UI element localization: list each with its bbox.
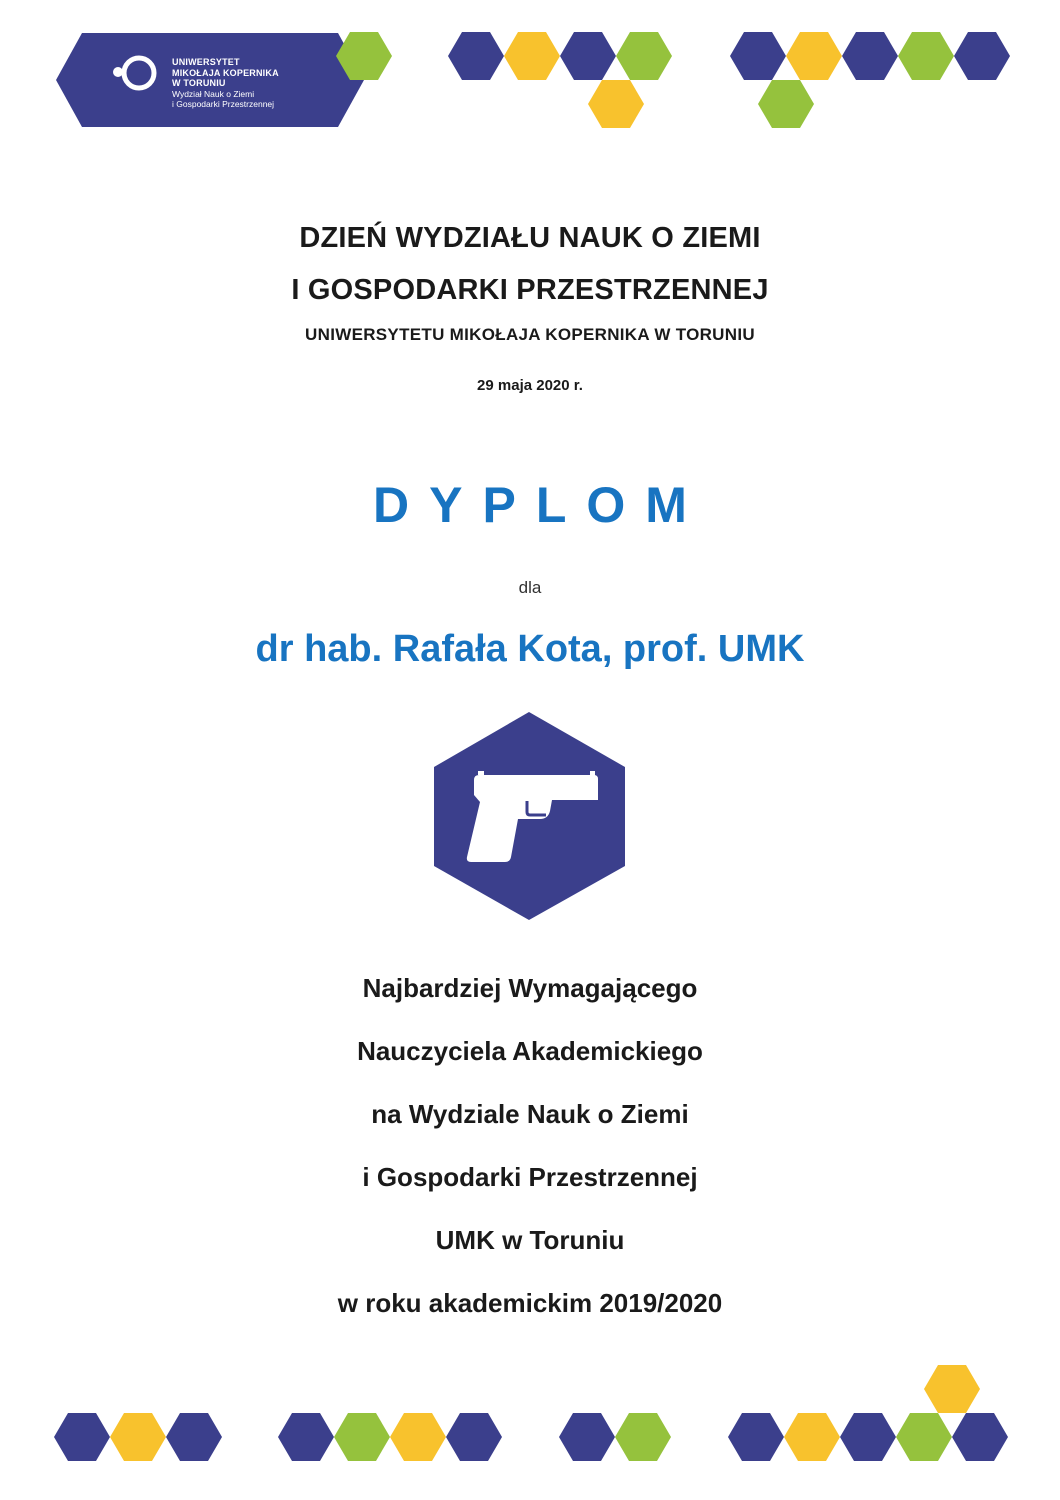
award-line: Najbardziej Wymagającego: [362, 973, 698, 1003]
for-label: dla: [518, 578, 542, 597]
bottom-middle-hex-cluster: [278, 1413, 502, 1461]
university-subtitle: UNIWERSYTETU MIKOŁAJA KOPERNIKA W TORUNIU: [305, 325, 755, 344]
event-title-line-1: DZIEŃ WYDZIAŁU NAUK O ZIEMI: [299, 222, 761, 254]
logo-line-1: UNIWERSYTET: [172, 57, 240, 67]
event-date: 29 maja 2020 r.: [477, 377, 583, 394]
top-middle-hex-cluster: [448, 32, 672, 128]
bottom-right-hex-cluster: [728, 1365, 1008, 1461]
award-line: UMK w Toruniu: [435, 1225, 625, 1255]
top-right-hex-cluster: [730, 32, 1010, 128]
award-line: na Wydziale Nauk o Ziemi: [371, 1099, 689, 1129]
diploma-title: DYPLOM: [373, 477, 707, 533]
bottom-left-hex-cluster: [54, 1413, 222, 1461]
award-line: i Gospodarki Przestrzennej: [362, 1162, 698, 1192]
award-line: Nauczyciela Akademickiego: [357, 1036, 703, 1066]
logo-line-4: Wydział Nauk o Ziemi: [172, 88, 255, 99]
logo-line-5: i Gospodarki Przestrzennej: [172, 99, 275, 109]
event-title-line-2: I GOSPODARKI PRZESTRZENNEJ: [291, 274, 769, 306]
emblem-hexagon: [434, 712, 625, 920]
logo-line-2: MIKOŁAJA KOPERNIKA: [172, 67, 279, 78]
award-line: w roku akademickim 2019/2020: [337, 1288, 723, 1318]
bottom-center-hex-cluster: [559, 1413, 671, 1461]
award-description: [0, 965, 1060, 1343]
logo-line-3: W TORUNIU: [172, 78, 226, 88]
recipient-name: dr hab. Rafała Kota, prof. UMK: [255, 628, 805, 670]
university-logo-text: [172, 57, 279, 110]
